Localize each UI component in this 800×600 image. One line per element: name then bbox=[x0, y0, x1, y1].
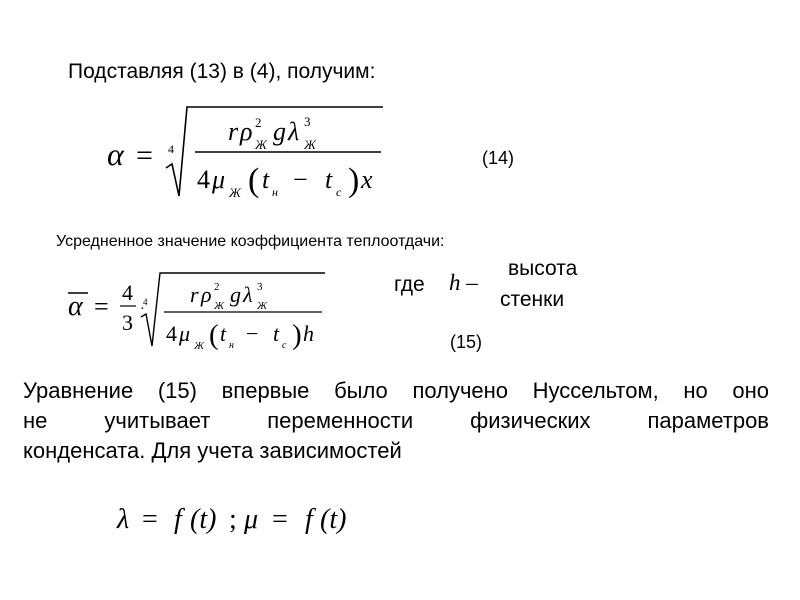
formula-14-num-g: g bbox=[273, 117, 286, 146]
deps-eq2: = bbox=[272, 504, 288, 535]
averaged-caption: Усредненное значение коэффициента теплоотдачи: bbox=[56, 233, 445, 250]
formula-14-num-r: r bbox=[228, 117, 239, 146]
formula-14-num-rho-sup: 2 bbox=[255, 115, 262, 130]
formula-15-num-rho-sub: Ж bbox=[214, 300, 225, 312]
formula-14-den-tail: x bbox=[361, 165, 373, 194]
paragraph-line-1: Уравнение (15) впервые было получено Нуссельтом, но оно bbox=[23, 378, 769, 403]
formula-15-lhs: α bbox=[68, 291, 83, 322]
formula-15-num-lambda-sup: 3 bbox=[257, 281, 263, 293]
deps-mu: μ bbox=[244, 504, 259, 535]
formula-14-den-coef: 4 bbox=[197, 165, 210, 194]
formula-14-den-t2-sub: с bbox=[336, 185, 342, 199]
formula-15-num-rho-sup: 2 bbox=[214, 281, 220, 293]
formula-14-num-rho-sub: Ж bbox=[255, 137, 267, 152]
formula-14-num-lambda: λ bbox=[288, 117, 300, 146]
formula-14-num-rho: ρ bbox=[240, 117, 253, 146]
formula-15-den-t1-sub: н bbox=[229, 340, 234, 351]
formula-15-den-t2: t bbox=[273, 321, 280, 346]
height-word: высота bbox=[508, 257, 578, 280]
formula-15-num-r: r bbox=[190, 282, 199, 307]
formula-15-den-t1: t bbox=[220, 321, 227, 346]
formula-15-dot: · bbox=[140, 302, 145, 317]
formula-15-den-mu-sub: Ж bbox=[194, 340, 205, 352]
formula-14-den-close-paren: ) bbox=[348, 162, 360, 199]
deps-eq1: = bbox=[142, 504, 158, 535]
deps-f1: f bbox=[174, 504, 182, 535]
formula-14-den-mu-sub: Ж bbox=[229, 185, 241, 200]
formula-15-den-open-paren: ( bbox=[209, 319, 219, 351]
formula-14-den-t1-sub: н bbox=[272, 185, 278, 199]
paragraph-line-3: конденсата. Для учета зависимостей bbox=[23, 438, 402, 463]
formula-14-den-minus: − bbox=[293, 165, 308, 194]
formula-15-frac-num: 4 bbox=[122, 280, 133, 305]
formula-14-lhs: α bbox=[107, 136, 124, 172]
formula-14-den-t1: t bbox=[262, 165, 270, 194]
formula-15-den-minus: − bbox=[246, 321, 259, 346]
deps-f2: f bbox=[305, 504, 313, 535]
formula-15-den-mu: μ bbox=[179, 321, 191, 346]
where-word: где bbox=[394, 273, 425, 296]
formula-14-num-lambda-sup: 3 bbox=[304, 114, 311, 129]
formula-14-den-t2: t bbox=[325, 165, 333, 194]
deps-sep: ; bbox=[229, 504, 237, 535]
formula-14-den-mu: μ bbox=[212, 165, 226, 194]
formula-15-num-lambda-sub: Ж bbox=[257, 300, 268, 312]
formula-15-root-index: 4 bbox=[143, 297, 148, 307]
formula-15-den-coef: 4 bbox=[166, 321, 177, 346]
formula-15-num-rho: ρ bbox=[201, 282, 212, 307]
formula-15-den-close-paren: ) bbox=[292, 319, 302, 351]
formula-14-label: (14) bbox=[482, 148, 515, 168]
formula-15-den-tail: h bbox=[303, 321, 314, 346]
formula-15-equals: = bbox=[94, 292, 109, 321]
deps-arg2: (t) bbox=[320, 504, 347, 535]
wall-word: стенки bbox=[500, 288, 565, 311]
paragraph-line-2: не учитывает переменности физических параметров bbox=[23, 408, 769, 433]
formula-15-num-g: g bbox=[230, 282, 241, 307]
deps-arg1: (t) bbox=[190, 504, 217, 535]
formula-15-den-t2-sub: с bbox=[282, 340, 287, 351]
formula-15-frac-den: 3 bbox=[122, 310, 133, 335]
formula-14-equals: = bbox=[136, 139, 153, 172]
where-symbol: h – bbox=[449, 270, 478, 295]
formula-14-num-lambda-sub: Ж bbox=[304, 137, 316, 152]
deps-lambda: λ bbox=[117, 504, 130, 535]
intro-text: Подставляя (13) в (4), получим: bbox=[68, 60, 376, 83]
formula-15-num-lambda: λ bbox=[243, 282, 253, 307]
formula-14-root-index: 4 bbox=[168, 142, 174, 156]
formula-14-den-open-paren: ( bbox=[248, 162, 260, 199]
formula-15-label: (15) bbox=[450, 332, 483, 352]
